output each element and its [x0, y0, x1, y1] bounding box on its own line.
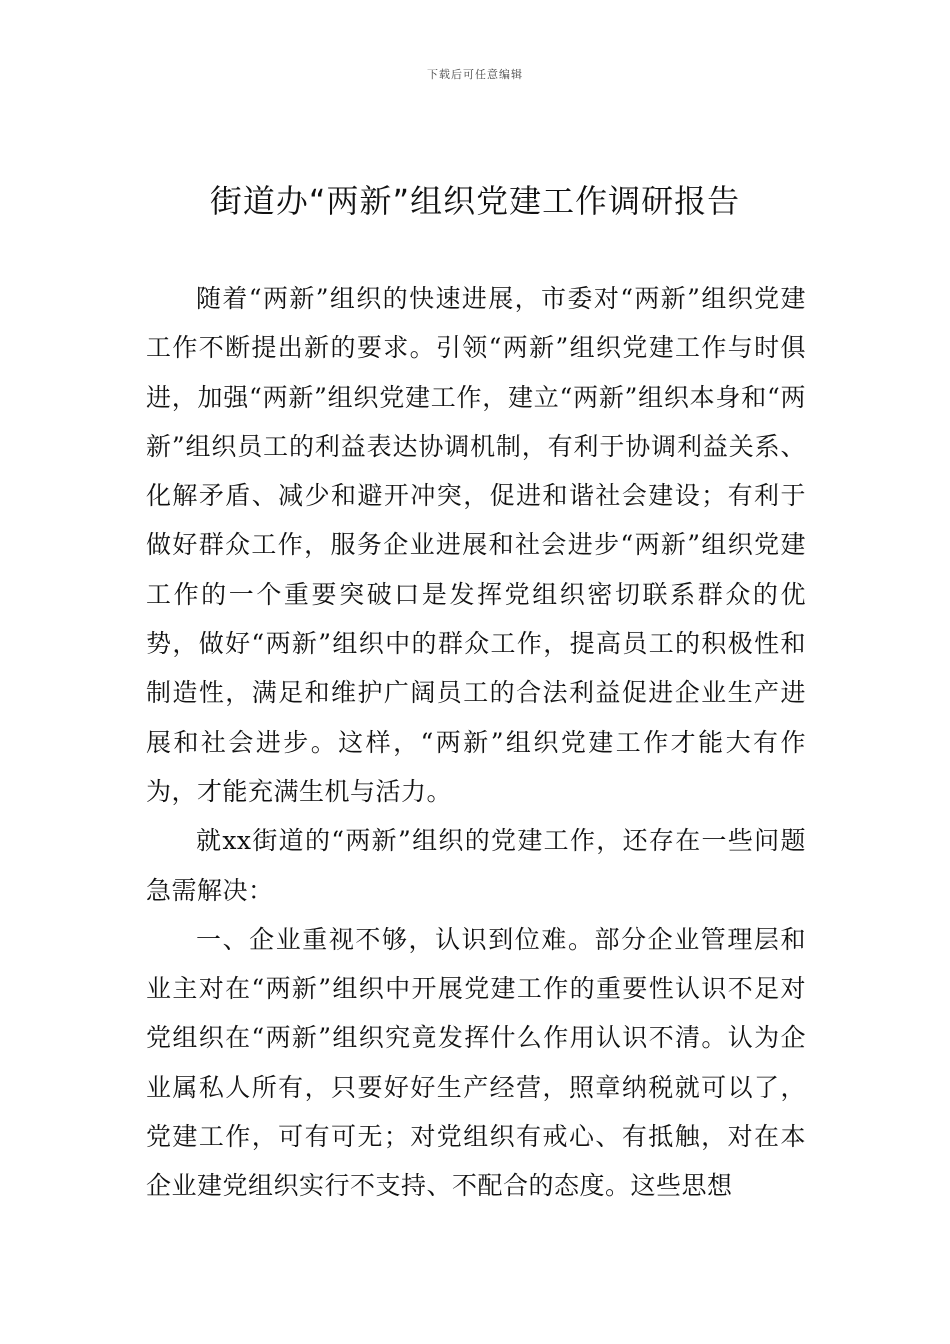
document-title: 街道办“两新”组织党建工作调研报告: [209, 182, 741, 220]
paragraph-problems-lead: 就xx街道的“两新”组织的党建工作，还存在一些问题急需解决：: [146, 826, 806, 905]
document-body: [146, 274, 806, 1211]
header-note: 下载后可任意编辑: [427, 68, 523, 81]
paragraph-problem-one: 一、企业重视不够，认识到位难。部分企业管理层和业主对在“两新”组织中开展党建工作的重要性认识不足对党组织在“两新”组织究竟发挥什么作用认识不清。认为企业属私人所有，只要好好生产经营，照章纳税就可以了，党建工作，可有可无；对党组织有戒心、有抵触，对在本企业建党组织实行不支持、不配合的态度。这些思想: [146, 924, 806, 1201]
paragraph-intro: 随着“两新”组织的快速进展，市委对“两新”组织党建工作不断提出新的要求。引领“两新”组织党建工作与时俱进，加强“两新”组织党建工作，建立“两新”组织本身和“两新”组织员工的利益表达协调机制，有利于协调利益关系、化解矛盾、减少和避开冲突，促进和谐社会建设；有利于做好群众工作，服务企业进展和社会进步“两新”组织党建工作的一个重要突破口是发挥党组织密切联系群众的优势，做好“两新”组织中的群众工作，提高员工的积极性和制造性，满足和维护广阔员工的合法利益促进企业生产进展和社会进步。这样，“两新”组织党建工作才能大有作为，才能充满生机与活力。: [146, 284, 806, 806]
